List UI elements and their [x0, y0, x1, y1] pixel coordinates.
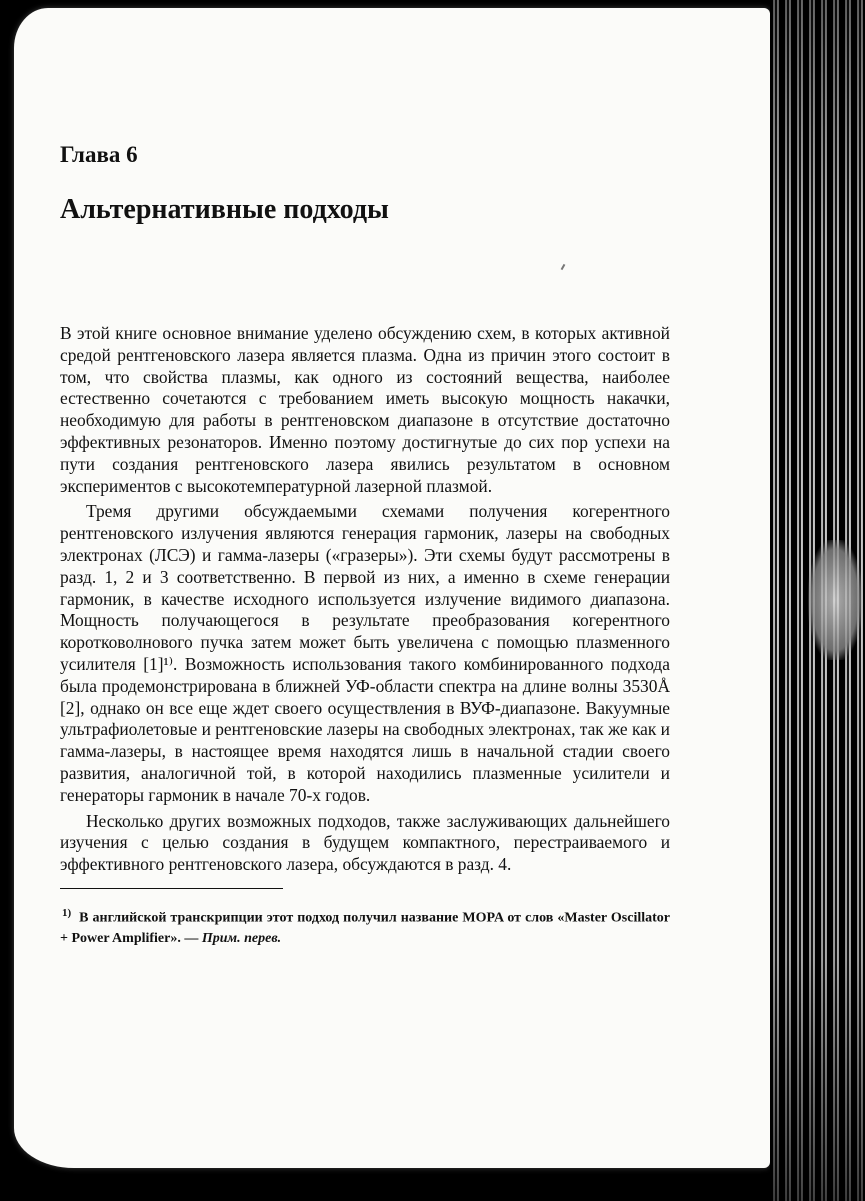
chapter-label: Глава 6	[60, 142, 138, 167]
paragraph: Несколько других возможных подходов, также заслуживающих дальнейшего изучения с целью создания в будущем компактного, перестраиваемого и эффективного рентгеновского лазера, обсуждаются в разд. 4.	[60, 810, 670, 875]
footnote-divider	[60, 888, 283, 889]
page-edge-shading	[770, 0, 865, 1201]
chapter-title: Альтернативные подходы	[60, 194, 389, 225]
paragraph: В этой книге основное внимание уделено обсуждению схем, в которых активной средой рентгеновского лазера является плазма. Одна из причин этого состоит в том, что свойства плазмы, как одного из состояний вещества, наиболее естественно сочетаются с требованием иметь высокую мощность накачки, необходимую для работы в рентгеновском диапазоне в отсутствие достаточно эффективных резонаторов. Именно поэтому достигнутые до сих пор успехи на пути создания рентгеновского лазера явились результатом в основном экспериментов с высокотемпературной лазерной плазмой.	[60, 323, 670, 496]
page-edge-stack	[770, 0, 865, 1201]
footnote	[60, 903, 670, 949]
footnote-mark: 1)	[62, 906, 72, 919]
page-content	[60, 138, 670, 949]
footnote-text: В английской транскрипции этот подход получил название MOPA от слов «Master Oscillator + Power Amplifier». —	[60, 910, 670, 946]
body-text	[60, 323, 670, 876]
paragraph: Тремя другими обсуждаемыми схемами получения когерентного рентгеновского излучения являются генерация гармоник, лазеры на свободных электронах (ЛСЭ) и гамма-лазеры («гразеры»). Эти схемы будут рассмотрены в разд. 1, 2 и 3 соответственно. В первой из них, а именно в схеме генерации гармоник, в качестве исходного используется излучение видимого диапазона. Мощность получающегося в результате преобразования когерентного коротковолнового пучка затем может быть увеличена с помощью плазменного усилителя [1]¹⁾. Возможность использования такого комбинированного подхода была продемонстрирована в ближней УФ-области спектра на длине волны 3530Å [2], однако он все еще ждет своего осуществления в ВУФ-диапазоне. Вакуумные ультрафиолетовые и рентгеновские лазеры на свободных электронах, так же как и гамма-лазеры, в настоящее время находятся лишь в начальной стадии своего развития, аналогичной той, в которой находились плазменные усилители и генераторы гармоник в начале 70-х годов.	[60, 501, 670, 805]
footnote-translator-note: Прим. перев.	[201, 930, 282, 946]
